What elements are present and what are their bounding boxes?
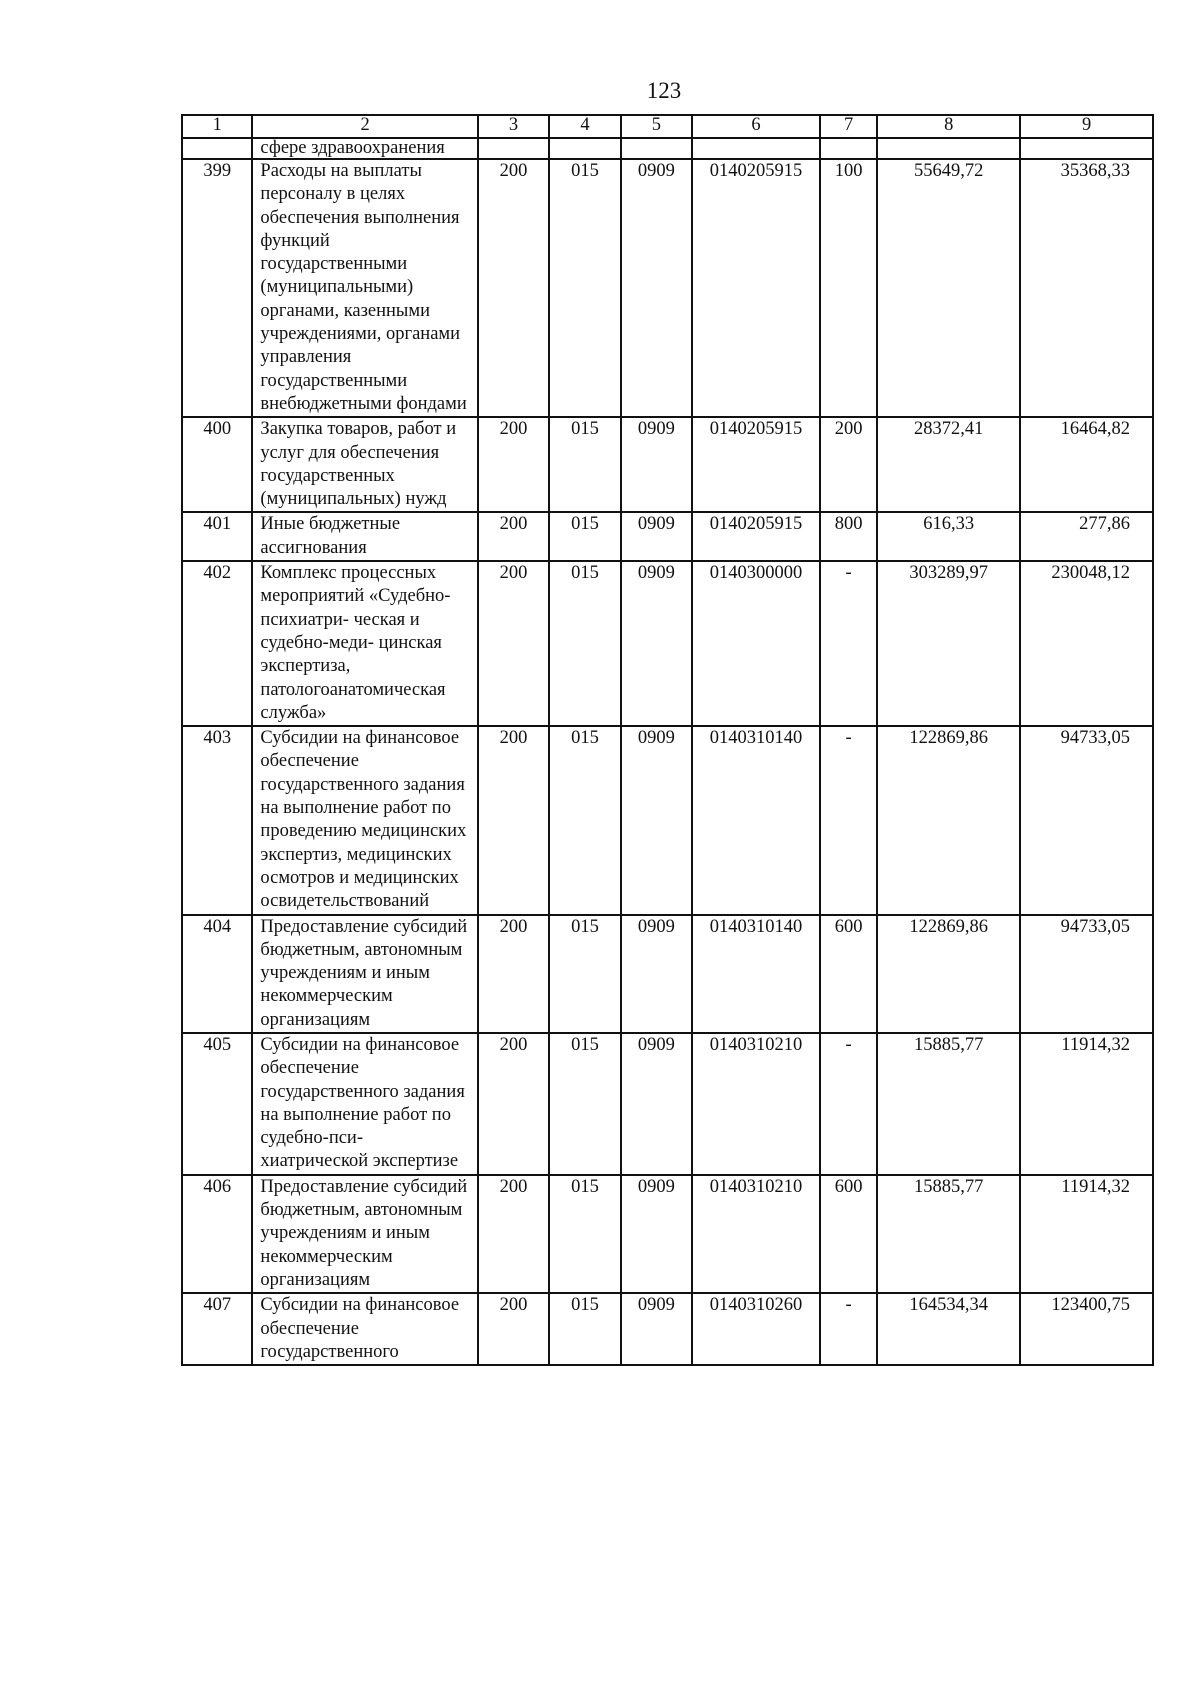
code-5: 0909	[621, 915, 692, 1033]
amount-8: 303289,97	[877, 561, 1020, 726]
code-6: 0140310260	[692, 1293, 820, 1365]
amount-8: 15885,77	[877, 1033, 1020, 1175]
row-name: Закупка товаров, работ и услуг для обеспечения государственных (муниципальных) нужд	[252, 417, 477, 512]
amount-8: 122869,86	[877, 915, 1020, 1033]
row-name: Субсидии на финансовое обеспечение государственного задания на выполнение работ по проведению медицинских экспертиз, медицинских осмотров и медицинских освидетельствований	[252, 726, 477, 914]
continuation-row	[182, 138, 1153, 159]
table-row	[182, 1293, 1153, 1365]
code-4: 015	[549, 561, 620, 726]
amount-9: 94733,05	[1020, 726, 1153, 914]
row-name: Предоставление субсидий бюджетным, автономным учреждениям и иным некоммерческим организациям	[252, 1175, 477, 1293]
row-number: 401	[182, 512, 252, 561]
code-6: 0140205915	[692, 417, 820, 512]
code-3: 200	[478, 1293, 549, 1365]
table-row	[182, 726, 1153, 914]
amount-9: 94733,05	[1020, 915, 1153, 1033]
code-3: 200	[478, 915, 549, 1033]
table-row	[182, 561, 1153, 726]
code-3: 200	[478, 512, 549, 561]
code-5: 0909	[621, 512, 692, 561]
code-6: 0140205915	[692, 512, 820, 561]
code-5: 0909	[621, 417, 692, 512]
amount-9: 11914,32	[1020, 1033, 1153, 1175]
code-5: 0909	[621, 159, 692, 417]
row-name: Предоставление субсидий бюджетным, автономным учреждениям и иным некоммерческим организациям	[252, 915, 477, 1033]
code-7: -	[820, 1293, 877, 1365]
column-header: 4	[549, 115, 620, 138]
column-header: 7	[820, 115, 877, 138]
amount-9: 123400,75	[1020, 1293, 1153, 1365]
row-name: Расходы на выплаты персоналу в целях обеспечения выполнения функций государственными (муниципальными) органами, казенными учреждениями, органами управления государственными внебюджетными фондами	[252, 159, 477, 417]
amount-8: 28372,41	[877, 417, 1020, 512]
code-7: -	[820, 1033, 877, 1175]
code-7: 800	[820, 512, 877, 561]
row-number: 402	[182, 561, 252, 726]
code-4: 015	[549, 159, 620, 417]
code-7: 100	[820, 159, 877, 417]
table-row	[182, 1033, 1153, 1175]
code-7: -	[820, 561, 877, 726]
page-number: 123	[646, 78, 682, 103]
code-7: 600	[820, 915, 877, 1033]
row-number: 403	[182, 726, 252, 914]
amount-9: 16464,82	[1020, 417, 1153, 512]
table-row	[182, 915, 1153, 1033]
amount-8: 122869,86	[877, 726, 1020, 914]
column-header: 1	[182, 115, 252, 138]
code-3: 200	[478, 726, 549, 914]
code-3: 200	[478, 417, 549, 512]
code-5: 0909	[621, 1033, 692, 1175]
code-6: 0140310210	[692, 1033, 820, 1175]
row-name: Иные бюджетные ассигнования	[252, 512, 477, 561]
code-4: 015	[549, 512, 620, 561]
column-header: 8	[877, 115, 1020, 138]
row-number: 399	[182, 159, 252, 417]
row-number: 406	[182, 1175, 252, 1293]
code-6: 0140300000	[692, 561, 820, 726]
continuation-text: сфере здравоохранения	[252, 138, 477, 159]
code-5: 0909	[621, 1293, 692, 1365]
amount-8: 55649,72	[877, 159, 1020, 417]
code-6: 0140310210	[692, 1175, 820, 1293]
row-number: 405	[182, 1033, 252, 1175]
code-5: 0909	[621, 726, 692, 914]
code-5: 0909	[621, 561, 692, 726]
code-4: 015	[549, 1175, 620, 1293]
code-4: 015	[549, 1293, 620, 1365]
row-name: Субсидии на финансовое обеспечение государственного	[252, 1293, 477, 1365]
code-4: 015	[549, 915, 620, 1033]
amount-9: 230048,12	[1020, 561, 1153, 726]
code-6: 0140310140	[692, 915, 820, 1033]
column-header: 9	[1020, 115, 1153, 138]
table-row	[182, 159, 1153, 417]
column-header: 6	[692, 115, 820, 138]
row-name: Субсидии на финансовое обеспечение государственного задания на выполнение работ по судебно-пси- хиатрической экспертизе	[252, 1033, 477, 1175]
amount-8: 616,33	[877, 512, 1020, 561]
code-4: 015	[549, 1033, 620, 1175]
code-7: -	[820, 726, 877, 914]
code-7: 600	[820, 1175, 877, 1293]
code-4: 015	[549, 726, 620, 914]
table-row	[182, 512, 1153, 561]
code-3: 200	[478, 1033, 549, 1175]
column-header: 2	[252, 115, 477, 138]
column-header: 3	[478, 115, 549, 138]
code-4: 015	[549, 417, 620, 512]
code-3: 200	[478, 1175, 549, 1293]
code-6: 0140205915	[692, 159, 820, 417]
row-number: 407	[182, 1293, 252, 1365]
code-5: 0909	[621, 1175, 692, 1293]
column-header: 5	[621, 115, 692, 138]
amount-9: 11914,32	[1020, 1175, 1153, 1293]
table-row	[182, 417, 1153, 512]
code-3: 200	[478, 561, 549, 726]
row-number: 404	[182, 915, 252, 1033]
budget-table	[181, 114, 1154, 1366]
row-name: Комплекс процессных мероприятий «Судебно-психиатри- ческая и судебно-меди- цинская экспертиза, патологоанатомическая служба»	[252, 561, 477, 726]
table-header-row	[182, 115, 1153, 138]
amount-9: 277,86	[1020, 512, 1153, 561]
code-7: 200	[820, 417, 877, 512]
amount-9: 35368,33	[1020, 159, 1153, 417]
code-3: 200	[478, 159, 549, 417]
amount-8: 15885,77	[877, 1175, 1020, 1293]
amount-8: 164534,34	[877, 1293, 1020, 1365]
row-number: 400	[182, 417, 252, 512]
code-6: 0140310140	[692, 726, 820, 914]
table-row	[182, 1175, 1153, 1293]
